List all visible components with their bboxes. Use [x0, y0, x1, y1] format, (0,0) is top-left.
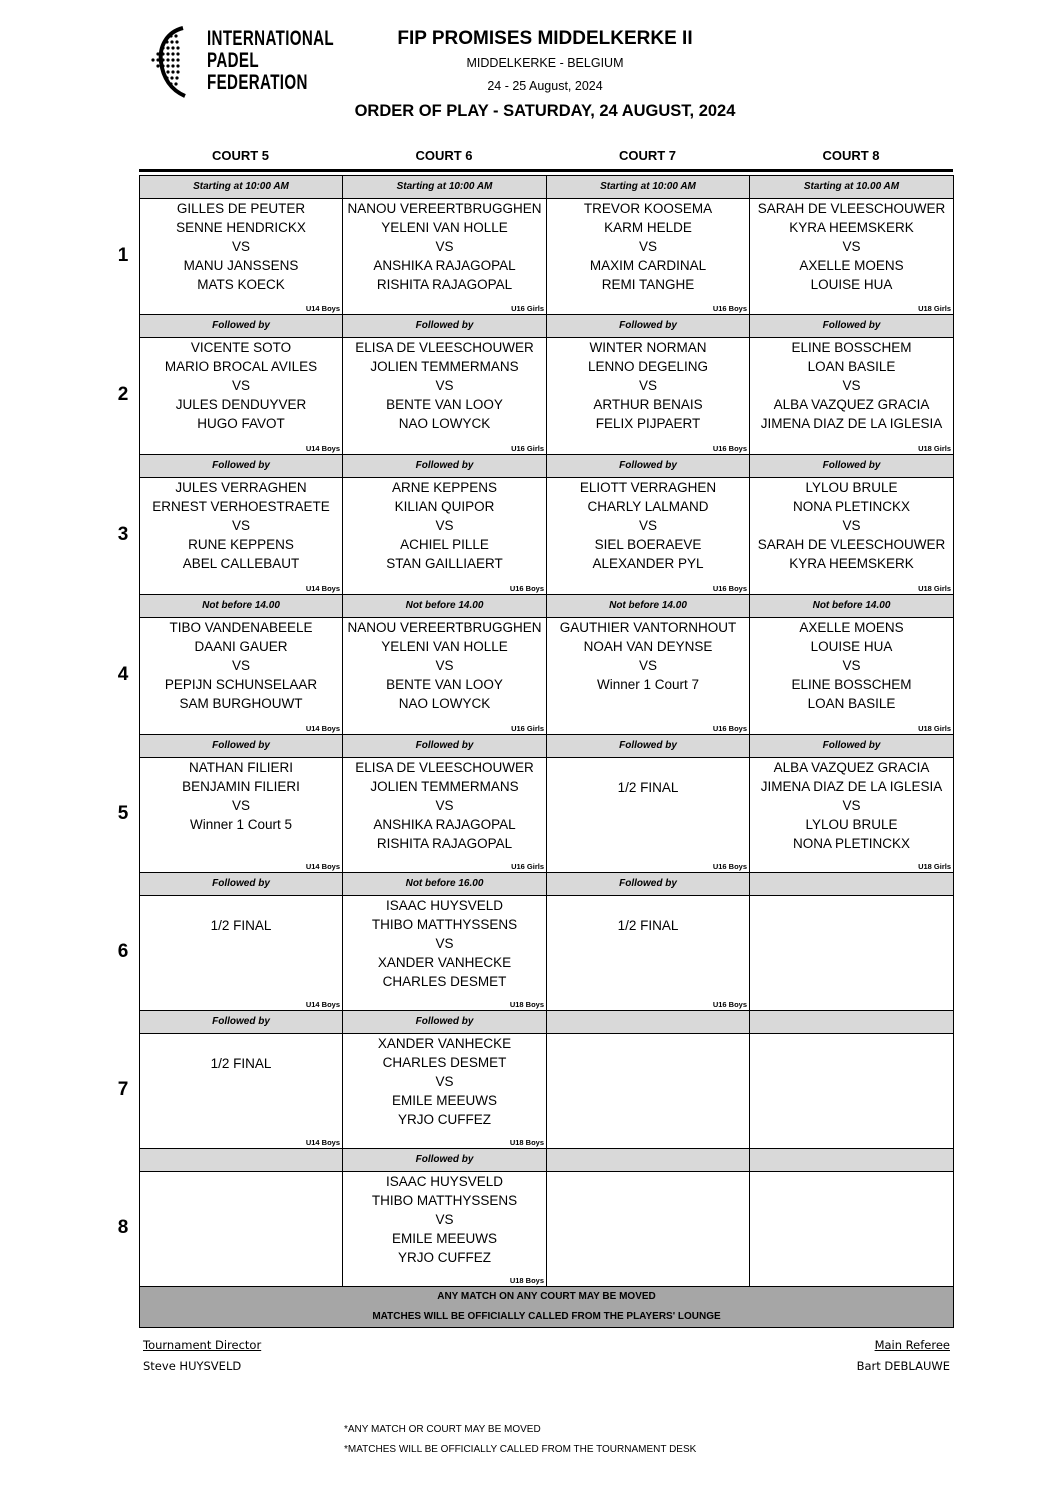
match-row [140, 338, 954, 455]
padel-racket-icon [145, 22, 205, 102]
player-name: AXELLE MOENS [799, 620, 904, 635]
timing-row [140, 1011, 954, 1034]
note-match-moved: *ANY MATCH OR COURT MAY BE MOVED [344, 1424, 541, 1435]
timing-cell: Followed by [547, 315, 750, 338]
category-label: U14 Boys [305, 584, 340, 593]
category-label: U16 Girls [511, 304, 544, 313]
player-name: LYLOU BRULE [805, 480, 898, 495]
timing-cell: Followed by [343, 1149, 547, 1172]
match-cell [547, 1172, 750, 1287]
timing-cell: Followed by [750, 735, 954, 758]
player-name: RUNE KEPPENS [188, 537, 294, 552]
match-cell [140, 758, 343, 873]
player-name: CHARLES DESMET [382, 974, 507, 989]
timing-cell: Followed by [140, 455, 343, 478]
timing-cell: Followed by [140, 1011, 343, 1034]
court-header-5: COURT 5 [211, 148, 270, 163]
match-cell [547, 338, 750, 455]
match-cell [750, 1034, 954, 1149]
timing-cell: Followed by [140, 315, 343, 338]
player-name: NAO LOWYCK [398, 416, 491, 431]
match-cell [750, 618, 954, 735]
versus-label: VS [231, 239, 250, 254]
match-order-number: 5 [117, 803, 129, 824]
timing-cell: Followed by [750, 455, 954, 478]
versus-label: VS [842, 798, 861, 813]
player-name: KYRA HEEMSKERK [789, 556, 914, 571]
category-label: U18 Boys [509, 1000, 544, 1009]
player-name: HUGO FAVOT [197, 416, 285, 431]
versus-label: VS [435, 798, 454, 813]
player-name: ISAAC HUYSVELD [385, 898, 504, 913]
versus-label: VS [231, 658, 250, 673]
category-label: U16 Girls [511, 724, 544, 733]
tournament-dates: 24 - 25 August, 2024 [487, 79, 603, 93]
player-name: BENJAMIN FILIERI [182, 779, 300, 794]
match-cell [343, 758, 547, 873]
timing-cell: Starting at 10:00 AM [343, 176, 547, 199]
versus-label: VS [638, 239, 657, 254]
match-cell [140, 199, 343, 315]
player-name: MANU JANSSENS [183, 258, 299, 273]
player-name: YRJO CUFFEZ [398, 1250, 491, 1265]
main-referee-label: Main Referee [874, 1338, 950, 1352]
player-name: SENNE HENDRICKX [176, 220, 306, 235]
timing-cell [547, 1149, 750, 1172]
player-name: GILLES DE PEUTER [176, 201, 306, 216]
player-name: RISHITA RAJAGOPAL [376, 836, 513, 851]
player-name: ALEXANDER PYL [592, 556, 704, 571]
player-name: NOAH VAN DEYNSE [583, 639, 713, 654]
match-cell [343, 618, 547, 735]
versus-label: VS [638, 378, 657, 393]
player-name: REMI TANGHE [601, 277, 695, 292]
category-label: U16 Boys [712, 862, 747, 871]
player-name: XANDER VANHECKE [377, 1036, 512, 1051]
timing-cell [750, 1011, 954, 1034]
timing-cell: Starting at 10:00 AM [547, 176, 750, 199]
timing-cell: Followed by [343, 315, 547, 338]
match-cell [750, 758, 954, 873]
versus-label: VS [842, 378, 861, 393]
player-name: NONA PLETINCKX [792, 499, 911, 514]
category-label: U14 Boys [305, 862, 340, 871]
player-name: BENTE VAN LOOY [386, 677, 503, 692]
category-label: U16 Boys [712, 724, 747, 733]
tournament-director-label: Tournament Director [143, 1338, 262, 1352]
player-name: ELINE BOSSCHEM [791, 677, 912, 692]
match-cell [140, 338, 343, 455]
player-name: JOLIEN TEMMERMANS [370, 359, 519, 374]
player-name: KILIAN QUIPOR [394, 499, 495, 514]
timing-cell: Followed by [547, 735, 750, 758]
player-name: SARAH DE VLEESCHOUWER [757, 201, 946, 216]
timing-cell: Not before 14.00 [343, 595, 547, 618]
player-name: ARTHUR BENAIS [593, 397, 703, 412]
category-label: U18 Boys [509, 1138, 544, 1147]
player-name: YELENI VAN HOLLE [381, 639, 508, 654]
player-name: Winner 1 Court 7 [596, 677, 700, 692]
category-label: U16 Girls [511, 444, 544, 453]
player-name: FELIX PIJPAERT [595, 416, 701, 431]
versus-label: VS [435, 1212, 454, 1227]
match-cell [547, 758, 750, 873]
player-name: ELINE BOSSCHEM [791, 340, 912, 355]
timing-cell: Followed by [547, 873, 750, 896]
match-cell [750, 338, 954, 455]
player-name: KARM HELDE [604, 220, 692, 235]
player-name: MARIO BROCAL AVILES [164, 359, 318, 374]
match-cell [750, 478, 954, 595]
timing-cell [750, 873, 954, 896]
player-name: THIBO MATTHYSSENS [371, 917, 518, 932]
player-name: RISHITA RAJAGOPAL [376, 277, 513, 292]
schedule-footer-notice [140, 1287, 954, 1328]
player-name: DAANI GAUER [194, 639, 288, 654]
player-name: YELENI VAN HOLLE [381, 220, 508, 235]
match-cell [750, 199, 954, 315]
match-order-number: 7 [117, 1079, 129, 1100]
player-name: JULES DENDUYVER [175, 397, 307, 412]
versus-label: VS [638, 658, 657, 673]
player-name: NONA PLETINCKX [792, 836, 911, 851]
versus-label: VS [435, 378, 454, 393]
match-cell [343, 1034, 547, 1149]
header-divider [139, 169, 953, 172]
player-name: TREVOR KOOSEMA [583, 201, 713, 216]
player-name: THIBO MATTHYSSENS [371, 1193, 518, 1208]
player-name: CHARLY LALMAND [587, 499, 709, 514]
match-cell [547, 1034, 750, 1149]
versus-label: VS [842, 518, 861, 533]
category-label: U16 Girls [511, 862, 544, 871]
match-cell [140, 478, 343, 595]
player-name: NATHAN FILIERI [188, 760, 293, 775]
player-name: EMILE MEEUWS [391, 1231, 497, 1246]
player-name: GAUTHIER VANTORNHOUT [559, 620, 737, 635]
court-header-7: COURT 7 [618, 148, 677, 163]
tournament-title: FIP PROMISES MIDDELKERKE II [397, 28, 693, 49]
match-cell [547, 199, 750, 315]
match-order-number: 6 [117, 941, 129, 962]
timing-row [140, 176, 954, 199]
player-name: MAXIM CARDINAL [589, 258, 707, 273]
match-row [140, 896, 954, 1011]
logo-line-3: FEDERATION [207, 71, 308, 94]
timing-cell: Followed by [343, 455, 547, 478]
player-name: LOAN BASILE [807, 359, 896, 374]
match-order-number: 2 [117, 384, 129, 405]
player-name: ERNEST VERHOESTRAETE [152, 499, 330, 514]
versus-label: VS [435, 239, 454, 254]
category-label: U14 Boys [305, 724, 340, 733]
category-label: U14 Boys [305, 304, 340, 313]
player-name: ACHIEL PILLE [400, 537, 489, 552]
versus-label: VS [638, 518, 657, 533]
timing-cell [750, 1149, 954, 1172]
timing-cell: Followed by [343, 735, 547, 758]
match-row [140, 758, 954, 873]
versus-label: VS [435, 936, 454, 951]
timing-row [140, 315, 954, 338]
category-label: U18 Girls [918, 584, 951, 593]
match-cell [140, 1034, 343, 1149]
player-name: ELISA DE VLEESCHOUWER [355, 760, 534, 775]
timing-row [140, 455, 954, 478]
timing-cell: Followed by [750, 315, 954, 338]
player-name: TIBO VANDENABEELE [169, 620, 313, 635]
match-row [140, 1034, 954, 1149]
match-cell [140, 896, 343, 1011]
versus-label: VS [842, 239, 861, 254]
player-name: ARNE KEPPENS [391, 480, 498, 495]
match-cell [547, 478, 750, 595]
versus-label: VS [231, 518, 250, 533]
category-label: U16 Boys [712, 584, 747, 593]
timing-row [140, 1149, 954, 1172]
versus-label: VS [435, 658, 454, 673]
timing-cell: Not before 14.00 [140, 595, 343, 618]
player-name: VICENTE SOTO [190, 340, 292, 355]
versus-label: VS [231, 798, 250, 813]
match-order-number: 1 [117, 244, 129, 266]
category-label: U16 Boys [712, 444, 747, 453]
player-name: SAM BURGHOUWT [179, 696, 303, 711]
player-name: JULES VERRAGHEN [175, 480, 307, 495]
match-cell [750, 1172, 954, 1287]
match-order-number: 4 [117, 664, 129, 685]
player-name: ALBA VAZQUEZ GRACIA [773, 760, 930, 775]
match-cell [140, 618, 343, 735]
logo-line-2: PADEL [207, 49, 259, 72]
match-order-number: 3 [117, 524, 129, 545]
category-label: U16 Boys [509, 584, 544, 593]
timing-cell: Followed by [547, 455, 750, 478]
match-cell [750, 896, 954, 1011]
player-name: AXELLE MOENS [799, 258, 904, 273]
match-row [140, 1172, 954, 1287]
main-referee-name: Bart DEBLAUWE [856, 1359, 950, 1373]
timing-cell [547, 1011, 750, 1034]
footer-line-lounge: MATCHES WILL BE OFFICIALLY CALLED FROM THE PLAYERS' LOUNGE [372, 1311, 721, 1322]
round-label: 1/2 FINAL [617, 780, 679, 795]
category-label: U14 Boys [305, 1000, 340, 1009]
match-cell [343, 478, 547, 595]
player-name: BENTE VAN LOOY [386, 397, 503, 412]
court-header-6: COURT 6 [415, 148, 473, 163]
timing-cell: Starting at 10:00 AM [140, 176, 343, 199]
versus-label: VS [231, 378, 250, 393]
category-label: U14 Boys [305, 444, 340, 453]
match-row [140, 199, 954, 315]
category-label: U18 Girls [918, 724, 951, 733]
player-name: ELISA DE VLEESCHOUWER [355, 340, 534, 355]
player-name: ALBA VAZQUEZ GRACIA [773, 397, 930, 412]
player-name: JIMENA DIAZ DE LA IGLESIA [760, 779, 943, 794]
player-name: Winner 1 Court 5 [189, 817, 293, 832]
versus-label: VS [435, 1074, 454, 1089]
logo-line-1: INTERNATIONAL [207, 27, 335, 50]
timing-cell: Starting at 10.00 AM [750, 176, 954, 199]
order-of-play-table [139, 175, 954, 1328]
match-cell [343, 1172, 547, 1287]
player-name: SARAH DE VLEESCHOUWER [757, 537, 946, 552]
player-name: LENNO DEGELING [587, 359, 709, 374]
player-name: NANOU VEREERTBRUGGHEN [347, 201, 542, 216]
player-name: WINTER NORMAN [589, 340, 707, 355]
timing-row [140, 735, 954, 758]
player-name: CHARLES DESMET [382, 1055, 507, 1070]
timing-cell [140, 1149, 343, 1172]
player-name: ANSHIKA RAJAGOPAL [373, 817, 516, 832]
match-row [140, 618, 954, 735]
player-name: ANSHIKA RAJAGOPAL [373, 258, 516, 273]
timing-row [140, 595, 954, 618]
player-name: ABEL CALLEBAUT [182, 556, 300, 571]
match-cell [343, 199, 547, 315]
category-label: U18 Girls [918, 304, 951, 313]
player-name: STAN GAILLIAERT [386, 556, 503, 571]
timing-row [140, 873, 954, 896]
player-name: JIMENA DIAZ DE LA IGLESIA [760, 416, 943, 431]
round-label: 1/2 FINAL [210, 918, 272, 933]
category-label: U16 Boys [712, 304, 747, 313]
player-name: MATS KOECK [197, 277, 285, 292]
timing-cell: Followed by [140, 873, 343, 896]
player-name: SIEL BOERAEVE [594, 537, 702, 552]
note-called-desk: *MATCHES WILL BE OFFICIALLY CALLED FROM THE TOURNAMENT DESK [344, 1444, 697, 1455]
category-label: U16 Boys [712, 1000, 747, 1009]
timing-cell: Followed by [140, 735, 343, 758]
timing-cell: Followed by [343, 1011, 547, 1034]
versus-label: VS [842, 658, 861, 673]
player-name: ELIOTT VERRAGHEN [579, 480, 717, 495]
category-label: U18 Girls [918, 862, 951, 871]
player-name: NANOU VEREERTBRUGGHEN [347, 620, 542, 635]
match-cell [343, 338, 547, 455]
match-order-number: 8 [117, 1217, 129, 1238]
category-label: U18 Boys [509, 1276, 544, 1285]
player-name: LOAN BASILE [807, 696, 896, 711]
match-cell [140, 1172, 343, 1287]
player-name: KYRA HEEMSKERK [789, 220, 914, 235]
tournament-location: MIDDELKERKE - BELGIUM [466, 56, 624, 70]
player-name: YRJO CUFFEZ [398, 1112, 491, 1127]
round-label: 1/2 FINAL [617, 918, 679, 933]
category-label: U18 Girls [918, 444, 951, 453]
match-cell [547, 896, 750, 1011]
category-label: U14 Boys [305, 1138, 340, 1147]
footer-line-moved: ANY MATCH ON ANY COURT MAY BE MOVED [437, 1291, 656, 1302]
match-row [140, 478, 954, 595]
court-header-8: COURT 8 [822, 148, 880, 163]
player-name: EMILE MEEUWS [391, 1093, 497, 1108]
timing-cell: Not before 14.00 [750, 595, 954, 618]
player-name: NAO LOWYCK [398, 696, 491, 711]
tournament-director-name: Steve HUYSVELD [143, 1359, 242, 1373]
player-name: ISAAC HUYSVELD [385, 1174, 504, 1189]
round-label: 1/2 FINAL [210, 1056, 272, 1071]
player-name: XANDER VANHECKE [377, 955, 512, 970]
match-cell [343, 896, 547, 1011]
player-name: LYLOU BRULE [805, 817, 898, 832]
timing-cell: Not before 16.00 [343, 873, 547, 896]
player-name: LOUISE HUA [810, 639, 893, 654]
match-cell [547, 618, 750, 735]
versus-label: VS [435, 518, 454, 533]
player-name: LOUISE HUA [810, 277, 893, 292]
order-of-play-heading: ORDER OF PLAY - SATURDAY, 24 AUGUST, 2024 [354, 102, 736, 120]
player-name: PEPIJN SCHUNSELAAR [164, 677, 318, 692]
timing-cell: Not before 14.00 [547, 595, 750, 618]
player-name: JOLIEN TEMMERMANS [370, 779, 519, 794]
